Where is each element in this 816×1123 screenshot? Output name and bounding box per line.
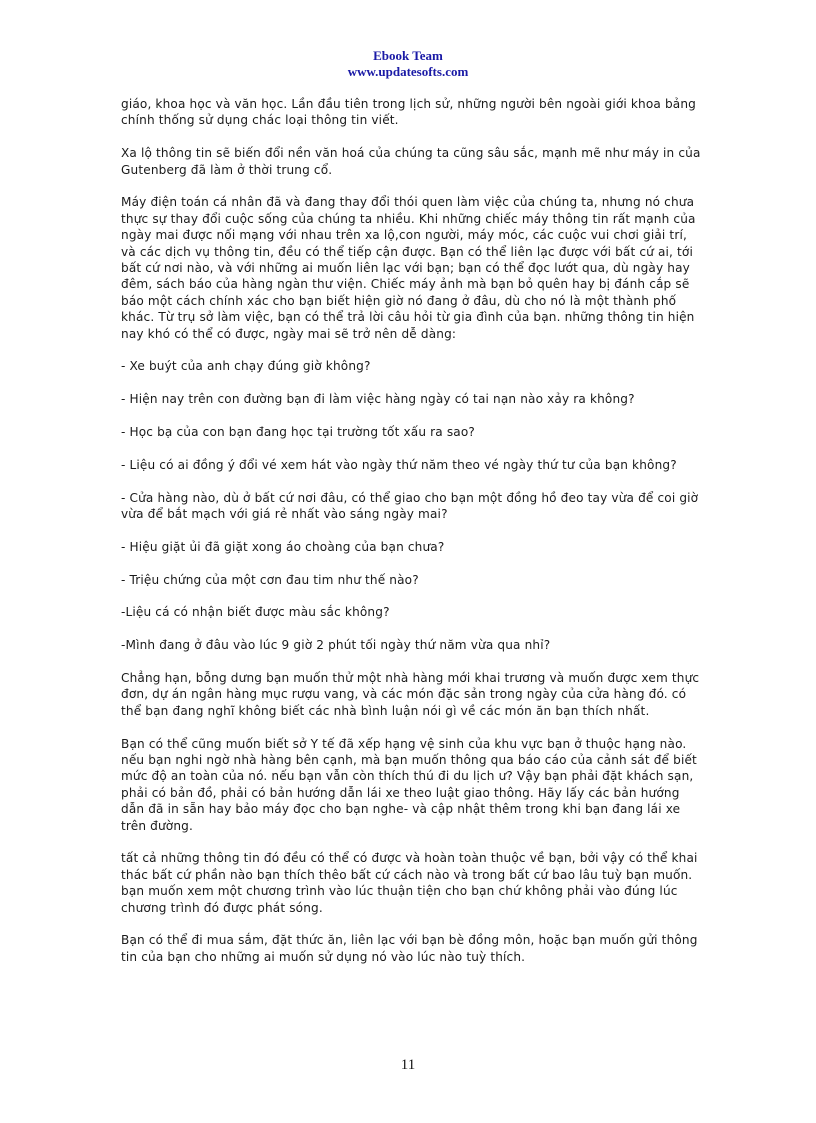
paragraph: Bạn có thể đi mua sắm, đặt thức ăn, liên lạc với bạn bè đồng môn, hoặc bạn muốn gửi thông tin của bạn cho những ai muốn sử dụng nó vào lúc nào tuỳ thích. — [121, 933, 698, 964]
list-item: - Hiện nay trên con đường bạn đi làm việc hàng ngày có tai nạn nào xảy ra không? — [121, 392, 635, 407]
page-number: 11 — [400, 1057, 416, 1073]
paragraph: Bạn có thể cũng muốn biết sở Y tế đã xếp hạng vệ sinh của khu vực bạn ở thuộc hạng nào. nếu bạn nghi ngờ nhà hàng bên cạnh, mà bạn muốn thông qua báo cáo của cảnh sát để biết mức độ an toàn của nó. nếu bạn vẫn còn thích thú đi du lịch ư? Vậy bạn phải đặt khách sạn, phải có bản đồ, phải có bản hướng dẫn lái xe theo luật giao thông. Hãy lấy các bản hướng dẫn đã in sẵn hay bảo máy đọc cho bạn nghe- và cập nhật thêm trong khi bạn đang lái xe trên đường. — [121, 736, 697, 833]
header-website: www.updatesofts.com — [347, 64, 469, 79]
list-item: - Cửa hàng nào, dù ở bất cứ nơi đâu, có thể giao cho bạn một đồng hồ đeo tay vừa để coi giờ vừa để bắt mạch với giá rẻ nhất vào sáng ngày mai? — [121, 490, 699, 522]
list-item: -Liệu cá có nhận biết được màu sắc không? — [121, 605, 390, 620]
body-text — [121, 96, 701, 982]
list-item: - Liệu có ai đồng ý đổi vé xem hát vào ngày thứ năm theo vé ngày thứ tư của bạn không? — [121, 457, 677, 472]
list-item: - Hiệu giặt ủi đã giặt xong áo choàng của bạn chưa? — [121, 539, 445, 554]
paragraph: giáo, khoa học và văn học. Lần đầu tiên trong lịch sử, những người bên ngoài giới khoa bảng chính thống sử dụng chác loại thông tin viết. — [121, 97, 696, 128]
paragraph: Xa lộ thông tin sẽ biến đổi nền văn hoá của chúng ta cũng sâu sắc, mạnh mẽ như máy in của Gutenberg đã làm ở thời trung cổ. — [121, 146, 701, 177]
list-item: - Xe buýt của anh chạy đúng giờ không? — [121, 359, 371, 374]
list-item: - Triệu chứng của một cơn đau tim như thế nào? — [121, 572, 419, 587]
list-item: -Mình đang ở đâu vào lúc 9 giờ 2 phút tối ngày thứ năm vừa qua nhỉ? — [121, 638, 551, 653]
list-item: - Học bạ của con bạn đang học tại trường tốt xấu ra sao? — [121, 425, 475, 440]
header-team-name: Ebook Team — [373, 48, 443, 63]
paragraph: tất cả những thông tin đó đều có thể có được và hoàn toàn thuộc về bạn, bởi vậy có thể khai thác bất cứ phần nào bạn thích thêo bất cứ cách nào và trong bất cứ bao lâu tuỳ bạn muốn. bạn muốn xem một chương trình vào lúc thuận tiện cho bạn chứ không phải vào đúng lúc chương trình đó được phát sóng. — [121, 851, 698, 915]
paragraph: Chẳng hạn, bỗng dưng bạn muốn thử một nhà hàng mới khai trương và muốn được xem thực đơn, dự án ngân hàng mục rượu vang, và các món đặc sản trong ngày của cửa hàng đó. có thể bạn đang nghĩ không biết các nhà bình luận nói gì về các món ăn bạn thích nhất. — [121, 671, 700, 718]
paragraph: Máy điện toán cá nhân đã và đang thay đổi thói quen làm việc của chúng ta, nhưng nó chưa thực sự thay đổi cuộc sống của chúng ta nhiều. Khi những chiếc máy thông tin rất mạnh của ngày mai được nối mạng với nhau trên xa lộ,con người, máy móc, các cuộc vui chơi giải trí, và các dịch vụ thông tin, đều có thể tiếp cận được. Bạn có thể liên lạc được với bất cứ ai, tới bất cứ nơi nào, và với những ai muốn liên lạc với bạn; bạn có thể đọc lướt qua, dù ngày hay đêm, sách báo của hàng ngàn thư viện. Chiếc máy ảnh mà bạn bỏ quên hay bị đánh cắp sẽ báo một cách chính xác cho bạn biết hiện giờ nó đang ở đâu, dù cho nó là một thành phố khác. Từ trụ sở làm việc, bạn có thể trả lời câu hỏi từ gia đình của bạn. những thông tin hiện nay khó có thể có được, ngày mai sẽ trở nên dễ dàng: — [121, 195, 696, 341]
page-header — [0, 48, 816, 80]
